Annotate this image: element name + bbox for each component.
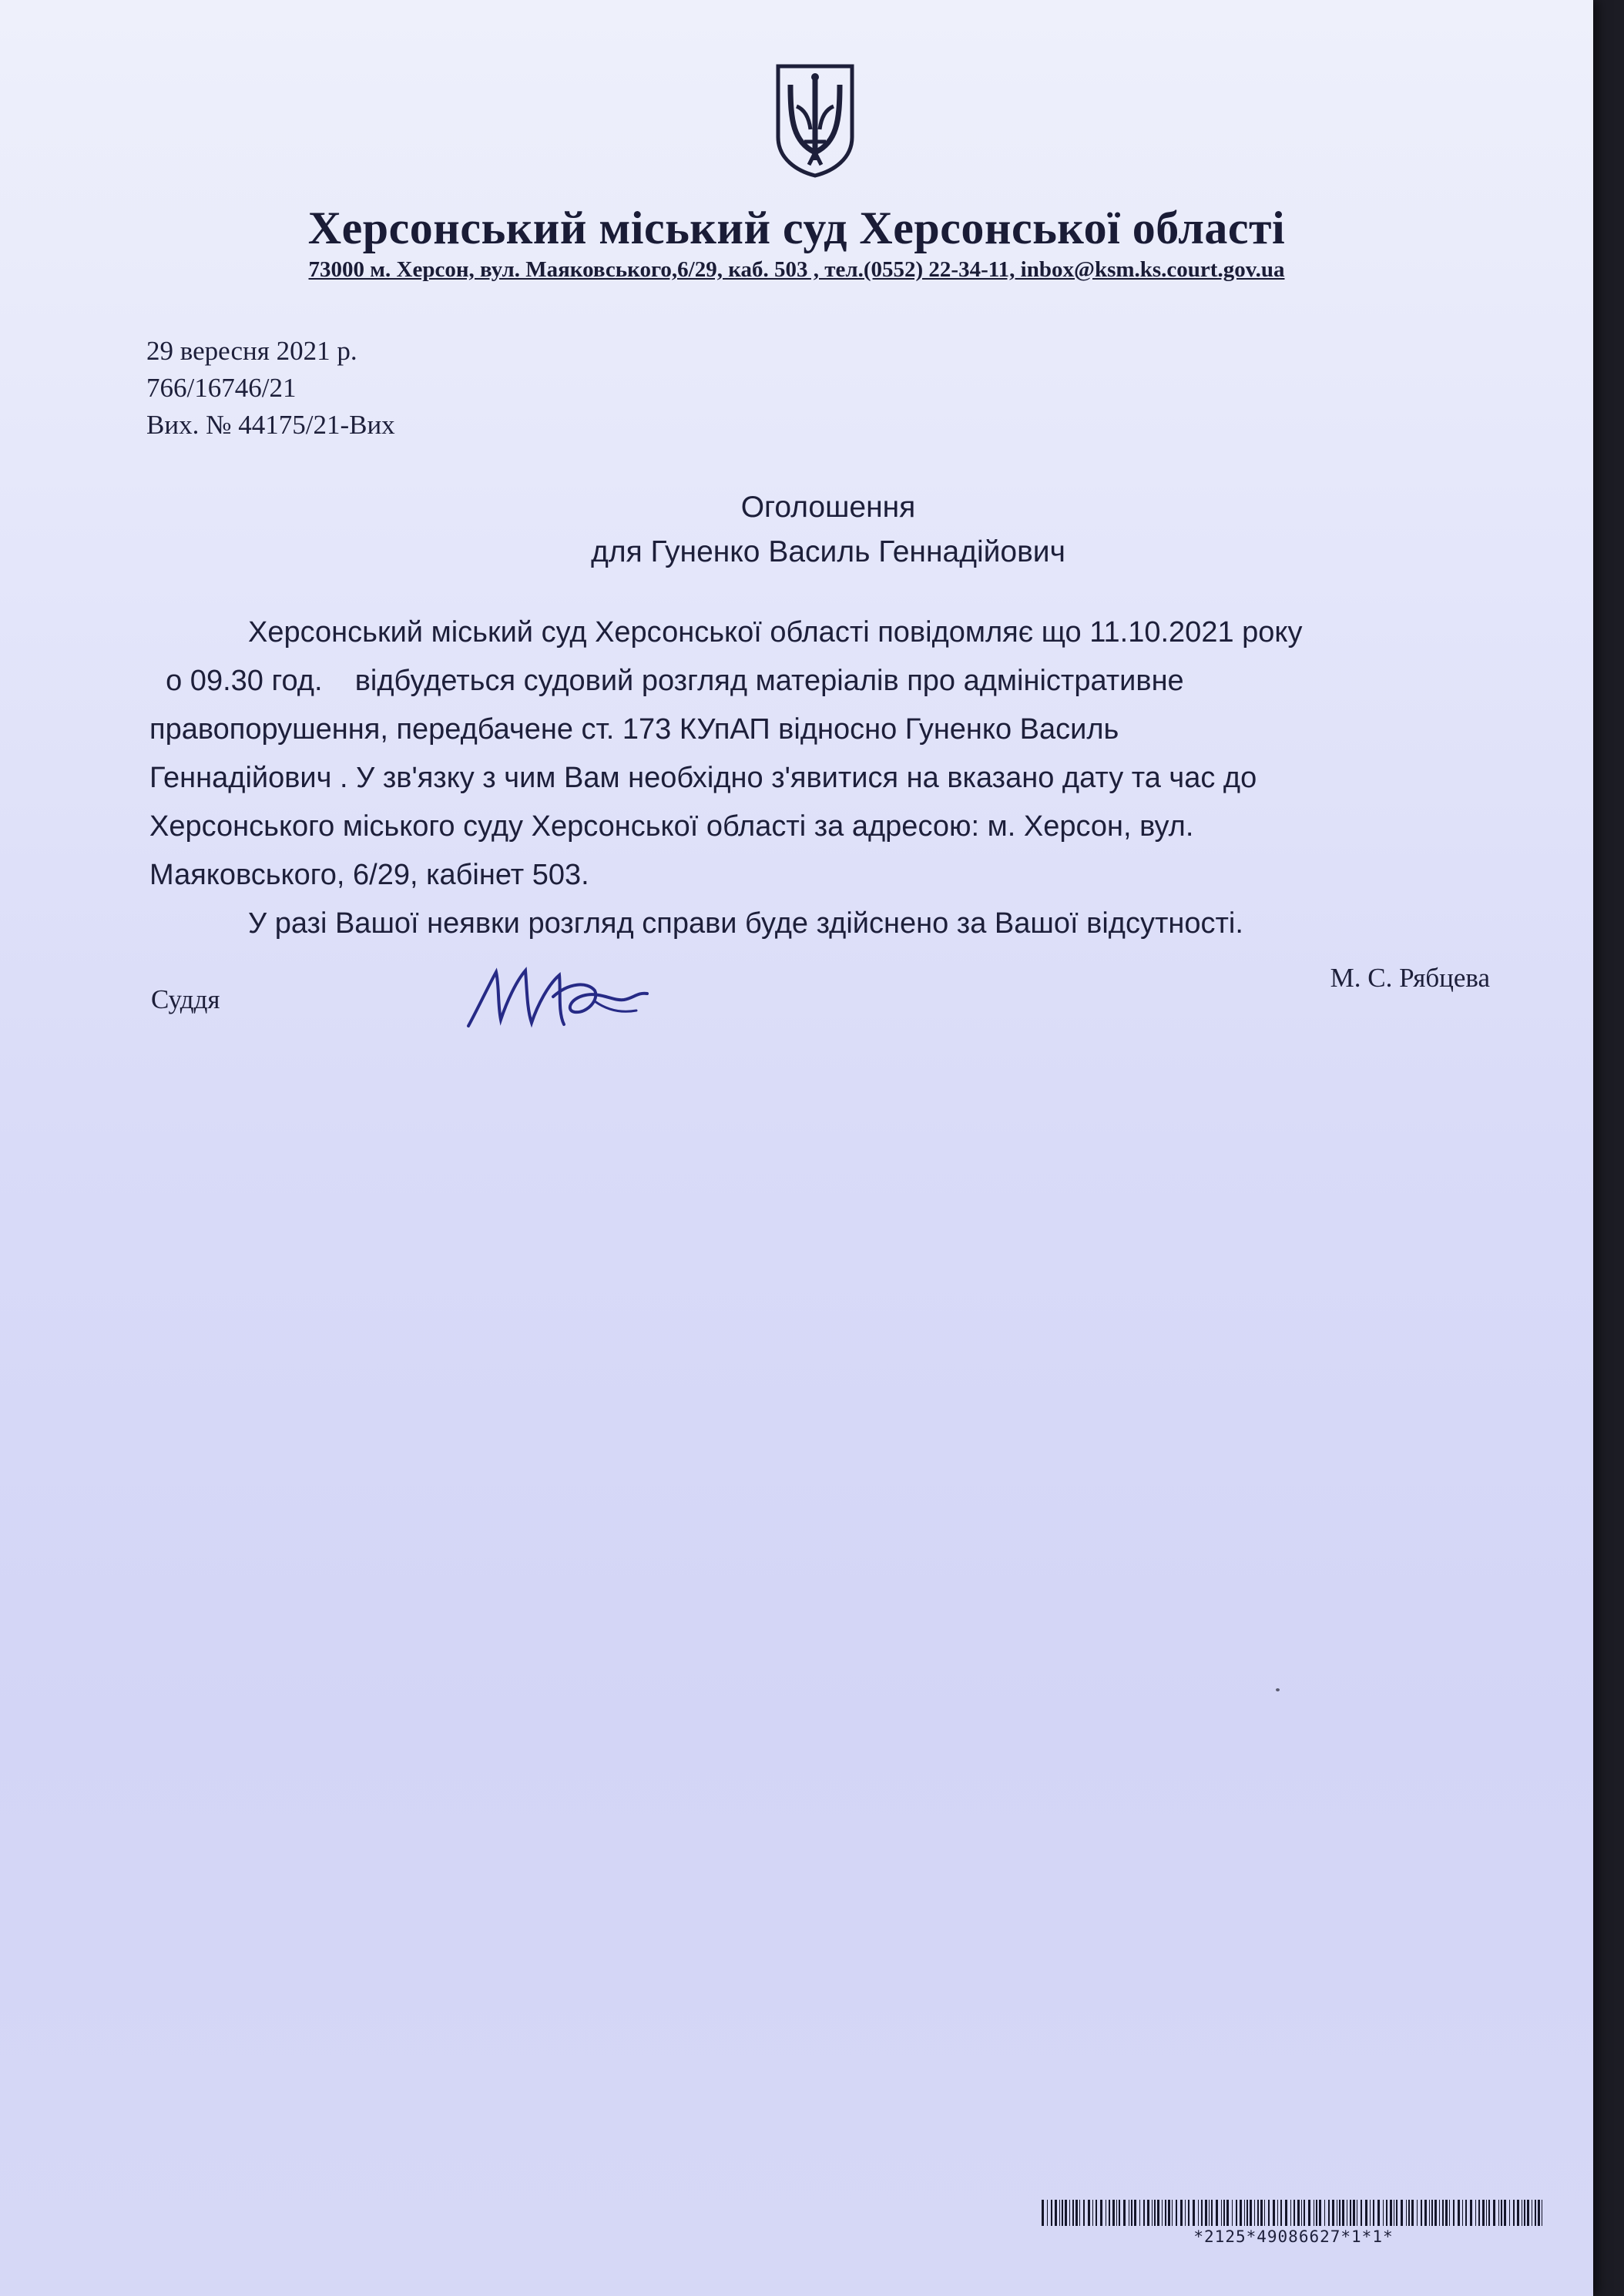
barcode-bar: [1180, 2200, 1183, 2226]
barcode-bar: [1373, 2200, 1374, 2226]
barcode-text: *2125*49086627*1*1*: [1193, 2227, 1394, 2246]
judge-role-label: Суддя: [151, 984, 220, 1014]
barcode-bar: [1509, 2200, 1510, 2226]
barcode-bar: [1421, 2200, 1422, 2226]
handwritten-signature: [462, 955, 663, 1040]
barcode-bar: [1353, 2200, 1355, 2226]
barcode-bar: [1411, 2200, 1414, 2226]
court-name: Херсонський міський суд Херсонської області: [307, 203, 1286, 253]
barcode-bar: [1350, 2200, 1351, 2226]
body-line: правопорушення, передбачене ст. 173 КУпАП відносно Гуненко Василь: [149, 713, 1119, 746]
barcode-bar: [1193, 2200, 1195, 2226]
barcode-bar: [1226, 2200, 1229, 2226]
barcode-bar: [1152, 2200, 1153, 2226]
barcode-bar: [1083, 2200, 1085, 2226]
barcode-bar: [1198, 2200, 1199, 2226]
barcode-bar: [1240, 2200, 1242, 2226]
barcode-bar: [1517, 2200, 1519, 2226]
barcode-bar: [1244, 2200, 1245, 2226]
body-line: Херсонський міський суд Херсонської області повідомляє що 11.10.2021 року: [248, 616, 1303, 649]
barcode-bar: [1139, 2200, 1140, 2226]
barcode-bar: [1247, 2200, 1248, 2226]
barcode-bar: [1301, 2200, 1302, 2226]
barcode-bar: [1498, 2200, 1499, 2226]
document-meta: [146, 333, 395, 444]
body-line: Маяковського, 6/29, кабінет 503.: [149, 859, 589, 891]
barcode-bar: [1154, 2200, 1156, 2226]
barcode-bar: [1221, 2200, 1222, 2226]
body-line: Херсонського міського суду Херсонської області за адресою: м. Херсон, вул.: [149, 810, 1194, 843]
body-line: У разі Вашої неявки розгляд справи буде здійснено за Вашої відсутності.: [248, 907, 1243, 940]
barcode-bar: [1332, 2200, 1334, 2226]
document-date: 29 вересня 2021 р.: [146, 336, 357, 366]
barcode-bar: [1293, 2200, 1295, 2226]
barcode-bar: [1442, 2200, 1444, 2226]
barcode-bar: [1383, 2200, 1384, 2226]
announcement-heading: [0, 485, 1624, 575]
barcode-bar: [1424, 2200, 1427, 2226]
barcode-bar: [1042, 2200, 1044, 2226]
barcode-bar: [1316, 2200, 1317, 2226]
barcode-bar: [1119, 2200, 1120, 2226]
barcode-bar: [1280, 2200, 1282, 2226]
barcode-bar: [1501, 2200, 1502, 2226]
barcode-bar: [1535, 2200, 1536, 2226]
barcode-bar: [1475, 2200, 1476, 2226]
barcode-bar: [1051, 2200, 1052, 2226]
barcode-bar: [1482, 2200, 1485, 2226]
barcode-bar: [1277, 2200, 1278, 2226]
barcode-bar: [1429, 2200, 1430, 2226]
barcode-bar: [1147, 2200, 1149, 2226]
barcode-bar: [1478, 2200, 1480, 2226]
barcode-bar: [1513, 2200, 1515, 2226]
barcode-bar: [1047, 2200, 1048, 2226]
barcode-bar: [1123, 2200, 1126, 2226]
barcode-bar: [1188, 2200, 1189, 2226]
barcode-bar: [1131, 2200, 1132, 2226]
barcode-bar: [1254, 2200, 1255, 2226]
barcode-bar: [1134, 2200, 1136, 2226]
barcode-bar: [1465, 2200, 1467, 2226]
barcode-bar: [1339, 2200, 1340, 2226]
barcode-bar: [1290, 2200, 1291, 2226]
barcode-bar: [1168, 2200, 1170, 2226]
barcode-bar: [1493, 2200, 1495, 2226]
trident-coat-of-arms-icon: [773, 62, 857, 179]
barcode-bar: [1055, 2200, 1057, 2226]
barcode-bar: [1304, 2200, 1305, 2226]
barcode-bar: [1401, 2200, 1403, 2226]
barcode-bar: [1268, 2200, 1270, 2226]
barcode-bar: [1453, 2200, 1455, 2226]
barcode-bar: [1417, 2200, 1418, 2226]
barcode-bar: [1396, 2200, 1398, 2226]
barcode-bar: [1059, 2200, 1060, 2226]
announcement-title: Оголошення: [740, 491, 916, 524]
barcode-bar: [1260, 2200, 1263, 2226]
barcode-bar: [1285, 2200, 1287, 2226]
barcode-bar: [1176, 2200, 1177, 2226]
barcode-bar: [1116, 2200, 1117, 2226]
barcode-bar: [1445, 2200, 1448, 2226]
barcode-bar: [1486, 2200, 1487, 2226]
barcode-bar: [1431, 2200, 1433, 2226]
barcode-bar: [1072, 2200, 1074, 2226]
barcode-bar: [1386, 2200, 1387, 2226]
outgoing-number: Вих. № 44175/21-Вих: [146, 410, 395, 440]
judge-name: М. С. Рябцева: [1330, 963, 1490, 993]
barcode-bar: [1297, 2200, 1300, 2226]
barcode-bar: [1201, 2200, 1203, 2226]
barcode-bar: [1069, 2200, 1070, 2226]
barcode-bar: [1406, 2200, 1407, 2226]
barcode: [1042, 2200, 1545, 2226]
barcode-bar: [1504, 2200, 1506, 2226]
barcode-bar: [1209, 2200, 1210, 2226]
barcode-bar: [1088, 2200, 1090, 2226]
announcement-body: [149, 608, 1505, 948]
barcode-bar: [1257, 2200, 1259, 2226]
barcode-bar: [1273, 2200, 1275, 2226]
barcode-bar: [1390, 2200, 1392, 2226]
barcode-bar: [1370, 2200, 1371, 2226]
barcode-bar: [1527, 2200, 1529, 2226]
barcode-bar: [1065, 2200, 1067, 2226]
barcode-bar: [1488, 2200, 1490, 2226]
barcode-bar: [1250, 2200, 1252, 2226]
barcode-bar: [1458, 2200, 1460, 2226]
barcode-bar: [1377, 2200, 1380, 2226]
barcode-bar: [1165, 2200, 1166, 2226]
barcode-bar: [1100, 2200, 1102, 2226]
barcode-bar: [1232, 2200, 1233, 2226]
body-line: о 09.30 год. відбудеться судовий розгляд матеріалів про адміністративне: [149, 665, 1184, 697]
barcode-bar: [1324, 2200, 1325, 2226]
barcode-bar: [1408, 2200, 1410, 2226]
barcode-bar: [1062, 2200, 1063, 2226]
paper-speck: [1276, 1688, 1280, 1691]
barcode-bar: [1361, 2200, 1362, 2226]
barcode-bar: [1216, 2200, 1218, 2226]
case-number: 766/16746/21: [146, 373, 297, 403]
barcode-bar: [1096, 2200, 1097, 2226]
barcode-bar: [1434, 2200, 1437, 2226]
barcode-bar: [1075, 2200, 1078, 2226]
barcode-bar: [1449, 2200, 1450, 2226]
barcode-bar: [1211, 2200, 1213, 2226]
barcode-bar: [1342, 2200, 1344, 2226]
barcode-bar: [1162, 2200, 1163, 2226]
barcode-bar: [1205, 2200, 1207, 2226]
barcode-bar: [1157, 2200, 1159, 2226]
barcode-bar: [1112, 2200, 1115, 2226]
barcode-bar: [1079, 2200, 1080, 2226]
barcode-bar: [1538, 2200, 1540, 2226]
barcode-bar: [1109, 2200, 1110, 2226]
announcement-recipient: для Гуненко Василь Геннадійович: [591, 535, 1065, 568]
barcode-bar: [1439, 2200, 1440, 2226]
barcode-bar: [1223, 2200, 1225, 2226]
barcode-bar: [1236, 2200, 1237, 2226]
barcode-bar: [1264, 2200, 1265, 2226]
barcode-bar: [1462, 2200, 1463, 2226]
barcode-bar: [1308, 2200, 1310, 2226]
barcode-bar: [1319, 2200, 1321, 2226]
barcode-bar: [1092, 2200, 1093, 2226]
barcode-bar: [1328, 2200, 1330, 2226]
barcode-bar: [1185, 2200, 1186, 2226]
court-address: 73000 м. Херсон, вул. Маяковського,6/29, каб. 503 , тел.(0552) 22-34-11, inbox@ksm.ks.court.gov.ua: [308, 257, 1285, 282]
barcode-bar: [1470, 2200, 1472, 2226]
barcode-bar: [1172, 2200, 1173, 2226]
barcode-bar: [1365, 2200, 1367, 2226]
barcode-bar: [1143, 2200, 1145, 2226]
body-line: Геннадійович . У зв'язку з чим Вам необхідно з'явитися на вказано дату та час до: [149, 762, 1257, 794]
barcode-bar: [1524, 2200, 1525, 2226]
